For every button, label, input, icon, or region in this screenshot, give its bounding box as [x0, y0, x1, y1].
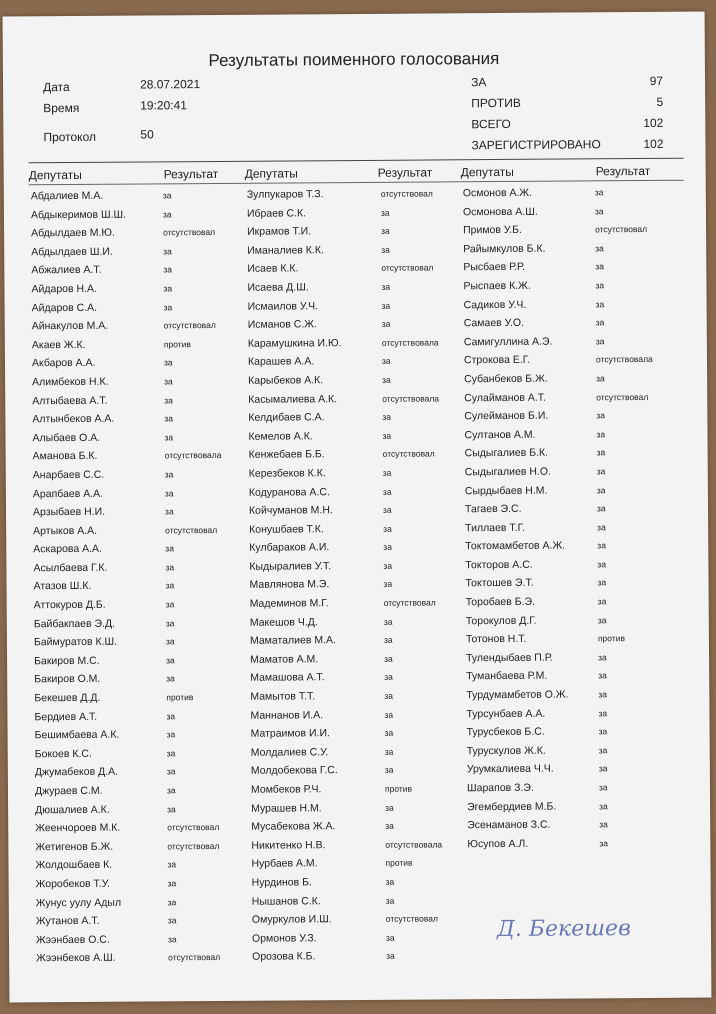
- deputy-name: Мадеминов М.Г.: [249, 597, 329, 610]
- deputy-name: Арзыбаев Н.И.: [32, 505, 106, 519]
- vote-result: за: [163, 246, 172, 257]
- vote-result: за: [380, 207, 390, 218]
- vote-result: за: [167, 934, 177, 945]
- deputy-name: Абдалиев М.А.: [30, 189, 104, 203]
- deputy-name: Эгембердиев М.Б.: [467, 800, 557, 813]
- vote-result: отсутствовал: [380, 188, 433, 199]
- vote-result: за: [164, 394, 173, 405]
- deputy-name: Осмонов А.Ж.: [462, 186, 533, 200]
- deputy-name: Торобаев Б.Э.: [465, 595, 536, 609]
- header-result-2: Результат: [377, 165, 433, 180]
- deputy-name: Айдаров Н.А.: [31, 282, 97, 296]
- deputy-name: Карыбеков А.К.: [248, 374, 324, 387]
- vote-result: за: [599, 800, 608, 811]
- vote-result: против: [597, 633, 625, 644]
- vote-result: за: [599, 819, 608, 830]
- deputies-column-3: [462, 186, 653, 856]
- vote-result: за: [381, 225, 390, 237]
- deputy-name: Кодуранова А.С.: [248, 485, 330, 499]
- deputy-name: Рысбаев Р.Р.: [463, 261, 525, 274]
- deputy-name: Келдибаев С.А.: [248, 411, 325, 424]
- vote-result: за: [598, 763, 608, 774]
- deputy-name: Султанов А.М.: [464, 428, 536, 441]
- deputy-name: Кенжебаев Б.Б.: [248, 448, 325, 462]
- vote-result: отсутствовал: [595, 224, 648, 235]
- deputy-name: Турдумамбетов О.Ж.: [466, 688, 569, 702]
- deputy-name: Байбакпаев Э.Д.: [33, 617, 116, 630]
- for-value: 97: [649, 73, 664, 88]
- deputy-name: Исаев К.К.: [247, 262, 299, 276]
- deputy-name: Бердиев А.Т.: [34, 710, 98, 723]
- deputy-name: Айдаров С.А.: [31, 301, 98, 314]
- deputy-name: Абдыкеримов Ш.Ш.: [30, 208, 127, 221]
- registered-value: 102: [643, 136, 664, 151]
- deputy-name: Омуркулов И.Ш.: [251, 913, 332, 926]
- vote-result: отсутствовал: [596, 391, 649, 402]
- vote-result: отсутствовал: [383, 597, 436, 608]
- header-deputies-3: Депутаты: [460, 164, 514, 180]
- vote-result: за: [598, 689, 607, 700]
- deputy-name: Токтошев Э.Т.: [465, 577, 534, 590]
- vote-result: отсутствовал: [163, 227, 216, 238]
- vote-result: за: [382, 467, 392, 478]
- deputy-name: Тотонов Н.Т.: [465, 633, 527, 646]
- deputy-name: Исаева Д.Ш.: [247, 281, 309, 294]
- vote-result: за: [164, 413, 174, 424]
- deputy-name: Тагаев Э.С.: [464, 502, 522, 516]
- deputy-name: Мамытов Т.Т.: [250, 690, 316, 703]
- deputy-name: Момбеков Р.Ч.: [250, 783, 322, 796]
- vote-result: за: [163, 283, 173, 294]
- deputy-name: Турусбеков Б.С.: [466, 725, 545, 739]
- vote-result: за: [385, 876, 395, 887]
- vote-result: за: [384, 746, 394, 757]
- deputy-name: Тулендыбаев П.Р.: [466, 651, 553, 665]
- deputies-column-2: [246, 188, 443, 970]
- deputy-name: Шарапов З.Э.: [466, 781, 534, 795]
- vote-result: за: [597, 596, 607, 607]
- vote-result: за: [162, 208, 172, 219]
- deputy-name: Юсупов А.Л.: [467, 837, 529, 851]
- vote-result: отсутствовал: [167, 840, 220, 852]
- vote-result: за: [385, 932, 395, 943]
- deputy-name: Койчуманов М.Н.: [248, 504, 333, 517]
- vote-result: за: [384, 653, 393, 664]
- vote-result: за: [384, 727, 394, 739]
- deputy-name: Сулейманов Б.И.: [464, 409, 549, 423]
- vote-result: отсутствовал: [381, 262, 434, 274]
- vote-result: за: [167, 896, 177, 907]
- vote-result: за: [383, 560, 393, 571]
- deputy-name: Эсенаманов З.С.: [467, 818, 551, 832]
- deputy-name: Карашев А.А.: [247, 355, 315, 369]
- deputy-name: Мусабекова Ж.А.: [251, 820, 336, 833]
- deputy-name: Керезбеков К.К.: [248, 467, 326, 480]
- vote-result: за: [163, 264, 172, 275]
- deputy-name: Нышанов С.К.: [251, 894, 321, 908]
- deputy-name: Мамашова А.Т.: [250, 671, 325, 685]
- vote-result: за: [594, 205, 604, 216]
- vote-result: за: [162, 190, 172, 201]
- deputy-name: Алыбаев О.А.: [32, 431, 101, 444]
- page-title: Результаты поименного голосования: [208, 48, 500, 71]
- deputy-name: Кемелов А.К.: [248, 430, 313, 443]
- vote-result: за: [382, 486, 392, 497]
- vote-result: за: [165, 617, 175, 628]
- vote-result: за: [382, 374, 391, 385]
- header-deputies-1: Депутаты: [28, 167, 82, 183]
- deputy-name: Туманбаева Р.М.: [466, 670, 548, 683]
- vote-result: за: [596, 428, 606, 440]
- deputy-name: Исмаилов У.Ч.: [247, 299, 319, 313]
- deputy-name: Турсунбаев А.А.: [466, 707, 546, 720]
- deputy-name: Анарбаев С.С.: [32, 468, 105, 482]
- vote-result: за: [167, 803, 176, 814]
- vote-result: отсутствовала: [595, 354, 653, 365]
- divider-top: [29, 158, 684, 164]
- deputy-name: Субанбеков Б.Ж.: [464, 372, 548, 386]
- deputy-name: Маннанов И.А.: [250, 708, 324, 722]
- handwritten-signature: Д. Бекешев: [496, 916, 631, 943]
- vote-result: отсутствовал: [163, 320, 216, 331]
- protocol-label: Протокол: [43, 129, 97, 145]
- deputy-name: Жээнбеков А.Ш.: [36, 952, 116, 965]
- vote-result: за: [597, 521, 606, 533]
- vote-result: за: [598, 670, 607, 681]
- vote-result: за: [383, 523, 392, 534]
- vote-result: отсутствовал: [165, 524, 218, 536]
- deputies-column-1: [30, 189, 222, 971]
- deputy-name: Карамушкина И.Ю.: [247, 336, 342, 350]
- vote-result: за: [598, 652, 607, 663]
- vote-result: отсутствовал: [382, 448, 435, 460]
- vote-result: за: [166, 655, 175, 666]
- deputy-name: Орозова К.Б.: [252, 950, 316, 964]
- vote-result: за: [595, 280, 605, 291]
- vote-result: за: [598, 707, 608, 718]
- vote-result: за: [165, 636, 175, 647]
- deputy-name: Аскарова А.А.: [33, 543, 102, 556]
- vote-result: за: [597, 577, 607, 588]
- deputy-name: Тиллаев Т.Г.: [465, 521, 525, 534]
- registered-label: ЗАРЕГИСТРИРОВАНО: [471, 137, 601, 153]
- deputy-name: Маматалиев М.А.: [249, 634, 336, 648]
- header-deputies-2: Депутаты: [244, 166, 298, 181]
- vote-result: за: [381, 244, 390, 255]
- vote-result: отсутствовала: [381, 337, 439, 348]
- vote-result: за: [163, 357, 173, 368]
- vote-result: отсутствовала: [385, 839, 443, 850]
- deputy-name: Райымкулов Б.К.: [463, 242, 546, 256]
- deputy-name: Жутанов А.Т.: [35, 914, 100, 928]
- vote-result: за: [599, 838, 609, 849]
- vote-result: за: [166, 710, 176, 721]
- deputy-name: Жетигенов Б.Ж.: [35, 840, 114, 854]
- vote-result: за: [598, 782, 608, 793]
- deputy-name: Алтынбеков А.А.: [32, 412, 115, 426]
- vote-result: за: [167, 915, 177, 926]
- deputy-name: Джураев С.М.: [34, 784, 103, 798]
- deputy-name: Маматов А.М.: [250, 653, 319, 666]
- deputy-name: Никитенко Н.В.: [251, 839, 326, 852]
- deputy-name: Токторов А.С.: [465, 558, 533, 572]
- vote-result: за: [597, 559, 607, 570]
- deputy-name: Абдылдаев Ш.И.: [31, 245, 113, 259]
- deputy-name: Нурбаев А.М.: [251, 857, 318, 871]
- vote-result: за: [598, 726, 608, 737]
- deputy-name: Жеенчороев М.К.: [35, 821, 121, 835]
- vote-result: за: [165, 599, 175, 610]
- deputy-name: Рыспаев К.Ж.: [463, 279, 531, 293]
- vote-result: отсутствовала: [382, 392, 440, 404]
- deputy-name: Ормонов У.З.: [251, 932, 317, 945]
- vote-result: за: [596, 503, 606, 514]
- deputy-name: Бекешев Д.Д.: [34, 691, 101, 705]
- time-label: Время: [43, 100, 80, 116]
- vote-result: за: [166, 785, 176, 796]
- vote-result: за: [164, 487, 174, 498]
- deputy-name: Бокоев К.С.: [34, 747, 92, 761]
- deputy-name: Алимбеков Н.К.: [32, 375, 109, 389]
- vote-result: за: [595, 336, 605, 347]
- deputy-name: Акаев Ж.К.: [31, 338, 86, 352]
- header-result-3: Результат: [595, 163, 651, 179]
- vote-result: за: [167, 878, 177, 889]
- vote-result: за: [164, 469, 174, 480]
- deputy-name: Макешов Ч.Д.: [249, 615, 318, 629]
- deputy-name: Сырдыбаев Н.М.: [464, 484, 548, 497]
- vote-result: за: [164, 376, 173, 387]
- deputy-name: Молдобекова Г.С.: [250, 764, 338, 778]
- deputy-name: Урумкалиева Ч.Ч.: [466, 763, 554, 776]
- deputy-name: Зулпукаров Т.З.: [246, 188, 324, 201]
- vote-result: за: [594, 187, 604, 198]
- vote-result: за: [166, 673, 175, 684]
- protocol-value: 50: [140, 127, 154, 142]
- vote-result: за: [596, 410, 606, 421]
- vote-result: за: [383, 542, 392, 553]
- vote-result: за: [384, 765, 394, 776]
- total-value: 102: [643, 115, 664, 130]
- deputy-name: Айнакулов М.А.: [31, 319, 109, 333]
- deputy-name: Кыдыралиев У.Т.: [249, 560, 332, 573]
- vote-result: за: [596, 484, 606, 495]
- vote-result: за: [167, 859, 177, 870]
- deputy-name: Ибраев С.К.: [246, 206, 307, 220]
- deputy-name: Дюшалиев А.К.: [35, 803, 110, 816]
- divider-header: [29, 180, 684, 186]
- vote-result: за: [381, 318, 391, 329]
- vote-result: за: [596, 466, 606, 477]
- deputy-name: Сыдыгалиев Б.К.: [464, 446, 549, 460]
- vote-result: за: [164, 506, 174, 517]
- vote-result: за: [383, 635, 393, 646]
- vote-result: за: [595, 261, 604, 272]
- vote-result: за: [595, 243, 604, 254]
- vote-result: за: [384, 709, 394, 720]
- vote-result: за: [385, 895, 395, 906]
- deputy-name: Турускулов Ж.К.: [466, 744, 546, 758]
- deputy-name: Аманова Б.К.: [32, 450, 98, 463]
- deputy-name: Икрамов Т.И.: [247, 225, 312, 238]
- vote-result: за: [385, 802, 394, 813]
- vote-result: за: [383, 616, 393, 627]
- vote-result: за: [164, 432, 174, 443]
- deputy-name: Матраимов И.И.: [250, 727, 330, 740]
- vote-result: за: [381, 356, 391, 367]
- against-value: 5: [656, 94, 664, 109]
- deputy-name: Джумабеков Д.А.: [34, 766, 119, 779]
- deputy-name: Алтыбаева А.Т.: [32, 394, 108, 407]
- vote-result: за: [382, 504, 392, 515]
- date-label: Дата: [43, 79, 70, 95]
- deputy-name: Исманов С.Ж.: [247, 318, 317, 331]
- deputy-name: Сулайманов А.Т.: [464, 391, 546, 404]
- deputy-name: Касымалиева А.К.: [248, 392, 338, 406]
- vote-result: за: [166, 748, 176, 759]
- vote-result: за: [386, 951, 395, 962]
- vote-result: за: [597, 540, 606, 551]
- vote-result: за: [383, 579, 393, 590]
- deputy-name: Самаев У.О.: [463, 316, 524, 330]
- deputy-name: Артыков А.А.: [33, 524, 98, 537]
- deputy-name: Абдылдаев М.Ю.: [31, 226, 115, 240]
- deputy-name: Бакиров М.С.: [34, 654, 100, 668]
- deputy-name: Жоробеков Т.У.: [35, 877, 110, 891]
- deputy-name: Бакиров О.М.: [34, 673, 101, 686]
- vote-result: за: [384, 672, 393, 683]
- deputy-name: Торокулов Д.Г.: [465, 614, 537, 627]
- deputy-name: Токтомамбетов А.Ж.: [465, 539, 566, 553]
- deputy-name: Атазов Ш.К.: [33, 580, 92, 593]
- voting-results-sheet: [3, 12, 712, 1003]
- deputy-name: Примов У.Б.: [463, 224, 522, 237]
- vote-result: за: [165, 580, 175, 591]
- deputy-name: Аттокуров Д.Б.: [33, 598, 106, 612]
- vote-result: за: [596, 373, 605, 384]
- vote-result: за: [166, 729, 176, 740]
- vote-result: отсутствовал: [385, 913, 438, 924]
- deputy-name: Бешимбаева А.К.: [34, 728, 120, 742]
- for-label: ЗА: [470, 75, 487, 90]
- deputy-name: Самигуллина А.Э.: [463, 335, 553, 348]
- deputy-name: Конушбаев Т.К.: [249, 522, 324, 536]
- deputy-name: Акбаров А.А.: [31, 357, 96, 370]
- deputy-name: Молдалиев С.У.: [250, 746, 329, 759]
- vote-result: за: [597, 614, 607, 625]
- deputy-name: Строкова Е.Г.: [463, 354, 531, 367]
- deputy-name: Жээнбаев О.С.: [35, 933, 110, 947]
- deputy-name: Сыдыгалиев Н.О.: [464, 465, 551, 479]
- deputy-name: Мавлянова М.Э.: [249, 578, 330, 592]
- deputy-name: Арапбаев А.А.: [32, 487, 104, 500]
- deputy-name: Баймуратов К.Ш.: [33, 635, 118, 649]
- time-value: 19:20:41: [140, 98, 187, 113]
- deputy-name: Асылбаева Г.К.: [33, 561, 108, 575]
- vote-result: против: [384, 783, 413, 794]
- vote-result: за: [381, 281, 391, 292]
- vote-result: отсутствовал: [167, 822, 220, 833]
- deputy-name: Нурдинов Б.: [251, 876, 312, 889]
- deputy-name: Мурашев Н.М.: [251, 801, 322, 815]
- vote-result: за: [382, 411, 392, 422]
- vote-result: отсутствовала: [164, 450, 222, 461]
- date-value: 28.07.2021: [139, 77, 201, 92]
- vote-result: за: [596, 447, 606, 458]
- vote-result: за: [384, 690, 393, 701]
- header-result-1: Результат: [163, 166, 219, 182]
- vote-result: за: [385, 820, 394, 831]
- vote-result: за: [598, 745, 608, 756]
- vote-result: отсутствовал: [168, 952, 221, 963]
- vote-result: против: [163, 338, 191, 350]
- deputy-name: Осмонова А.Ш.: [462, 205, 538, 218]
- vote-result: против: [385, 857, 413, 869]
- vote-result: за: [382, 430, 392, 441]
- deputy-name: Иманалиев К.К.: [247, 244, 324, 257]
- vote-result: за: [595, 317, 605, 328]
- deputy-name: Садиков У.Ч.: [463, 298, 527, 311]
- vote-result: за: [165, 543, 174, 554]
- deputy-name: Жунус уулу Адыл: [35, 896, 122, 909]
- vote-result: против: [166, 692, 194, 703]
- against-label: ПРОТИВ: [471, 95, 521, 111]
- deputy-name: Абжалиев А.Т.: [31, 264, 102, 277]
- deputy-name: Кулбараков А.И.: [249, 541, 330, 555]
- vote-result: за: [166, 766, 176, 777]
- vote-result: за: [595, 298, 605, 309]
- vote-result: за: [165, 562, 175, 573]
- vote-result: за: [381, 300, 391, 311]
- total-label: ВСЕГО: [471, 116, 511, 132]
- vote-result: за: [163, 301, 173, 312]
- deputy-name: Жолдошбаев К.: [35, 859, 113, 872]
